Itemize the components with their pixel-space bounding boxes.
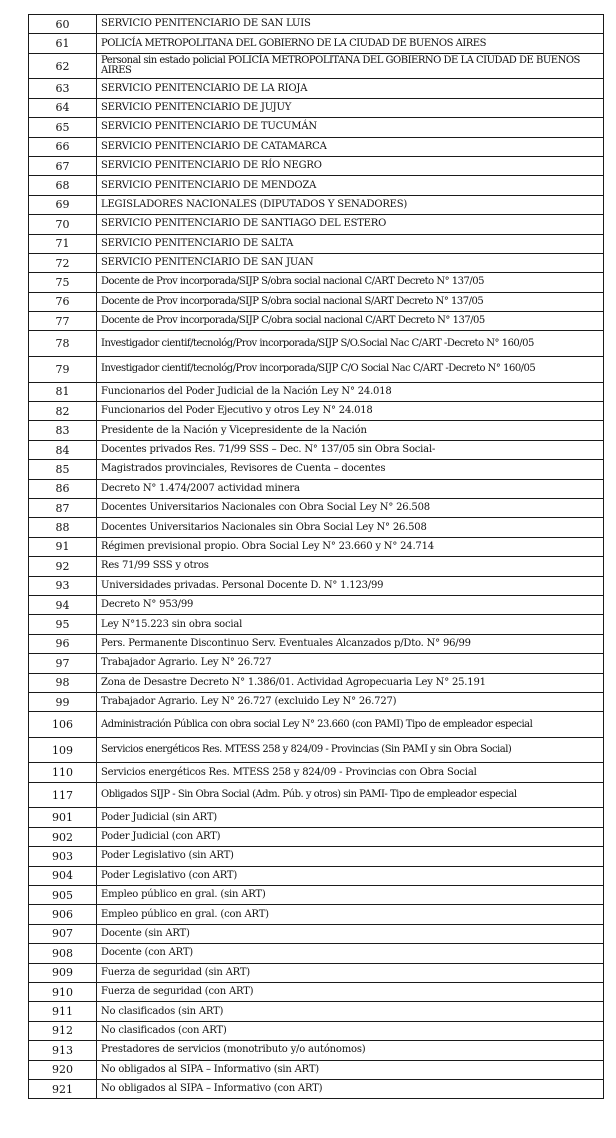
table-row <box>29 440 604 459</box>
regime-codes-table <box>28 14 604 1099</box>
regime-description-cell: Docente de Prov incorporada/SIJP C/obra social nacional C/ART Decreto N° 137/05 <box>97 312 604 331</box>
table-row <box>29 460 604 479</box>
regime-description-cell: Pers. Permanente Discontinuo Serv. Eventuales Alcanzados p/Dto. N° 96/99 <box>97 634 604 653</box>
regime-description-cell: Régimen previsional propio. Obra Social Ley N° 23.660 y N° 24.714 <box>97 537 604 556</box>
regime-code-cell: 921 <box>29 1079 97 1098</box>
regime-description-cell: SERVICIO PENITENCIARIO DE RÍO NEGRO <box>97 156 604 175</box>
table-row <box>29 118 604 137</box>
regime-description-cell: SERVICIO PENITENCIARIO DE CATAMARCA <box>97 137 604 156</box>
table-row <box>29 963 604 982</box>
table-row <box>29 253 604 272</box>
regime-code-cell: 85 <box>29 460 97 479</box>
table-row <box>29 847 604 866</box>
regime-description-cell: SERVICIO PENITENCIARIO DE LA RIOJA <box>97 79 604 98</box>
regime-code-cell: 68 <box>29 176 97 195</box>
regime-description-cell: Investigador cientif/tecnológ/Prov incorporada/SIJP S/O.Social Nac C/ART -Decreto N° 160/05 <box>97 331 604 357</box>
table-row <box>29 944 604 963</box>
regime-code-cell: 86 <box>29 479 97 498</box>
regime-code-cell: 70 <box>29 215 97 234</box>
table-row <box>29 215 604 234</box>
regime-code-cell: 91 <box>29 537 97 556</box>
table-row <box>29 615 604 634</box>
table-row <box>29 479 604 498</box>
table-row <box>29 692 604 711</box>
table-row <box>29 634 604 653</box>
regime-code-cell: 67 <box>29 156 97 175</box>
regime-code-cell: 94 <box>29 595 97 614</box>
table-row <box>29 924 604 943</box>
regime-code-cell: 93 <box>29 576 97 595</box>
regime-description-cell: Decreto N° 953/99 <box>97 595 604 614</box>
regime-description-cell: SERVICIO PENITENCIARIO DE TUCUMÁN <box>97 118 604 137</box>
table-row <box>29 234 604 253</box>
regime-code-cell: 117 <box>29 782 97 808</box>
regime-code-cell: 903 <box>29 847 97 866</box>
regime-code-cell: 907 <box>29 924 97 943</box>
table-row <box>29 312 604 331</box>
table-row <box>29 137 604 156</box>
regime-description-cell: Servicios energéticos Res. MTESS 258 y 824/09 - Provincias (Sin PAMI y sin Obra Social) <box>97 737 604 763</box>
regime-code-cell: 69 <box>29 195 97 214</box>
table-row <box>29 1002 604 1021</box>
table-row <box>29 982 604 1001</box>
regime-code-cell: 62 <box>29 53 97 79</box>
regime-description-cell: Personal sin estado policial POLICÍA METROPOLITANA DEL GOBIERNO DE LA CIUDAD DE BUENOS AIRES <box>97 53 604 79</box>
regime-description-cell: Obligados SIJP - Sin Obra Social (Adm. Púb. y otros) sin PAMI- Tipo de empleador especial <box>97 782 604 808</box>
regime-code-cell: 97 <box>29 654 97 673</box>
table-row <box>29 712 604 738</box>
regime-code-cell: 98 <box>29 673 97 692</box>
table-row <box>29 808 604 827</box>
regime-description-cell: SERVICIO PENITENCIARIO DE JUJUY <box>97 98 604 117</box>
regime-code-cell: 906 <box>29 905 97 924</box>
regime-description-cell: Decreto N° 1.474/2007 actividad minera <box>97 479 604 498</box>
regime-description-cell: Trabajador Agrario. Ley N° 26.727 <box>97 654 604 673</box>
table-row <box>29 537 604 556</box>
table-row <box>29 195 604 214</box>
regime-code-cell: 109 <box>29 737 97 763</box>
regime-description-cell: Funcionarios del Poder Judicial de la Nación Ley N° 24.018 <box>97 382 604 401</box>
table-row <box>29 79 604 98</box>
regime-code-cell: 64 <box>29 98 97 117</box>
regime-code-cell: 902 <box>29 827 97 846</box>
regime-code-cell: 76 <box>29 292 97 311</box>
regime-code-cell: 61 <box>29 34 97 53</box>
table-row <box>29 763 604 782</box>
table-row <box>29 518 604 537</box>
table-row <box>29 1079 604 1098</box>
table-row <box>29 1021 604 1040</box>
regime-code-cell: 910 <box>29 982 97 1001</box>
regime-description-cell: Ley N°15.223 sin obra social <box>97 615 604 634</box>
regime-description-cell: Docentes privados Res. 71/99 SSS – Dec. N° 137/05 sin Obra Social- <box>97 440 604 459</box>
regime-description-cell: Docente de Prov incorporada/SIJP S/obra social nacional C/ART Decreto N° 137/05 <box>97 273 604 292</box>
regime-code-cell: 75 <box>29 273 97 292</box>
regime-code-cell: 81 <box>29 382 97 401</box>
table-row <box>29 402 604 421</box>
table-row <box>29 98 604 117</box>
regime-code-cell: 84 <box>29 440 97 459</box>
regime-description-cell: Poder Legislativo (sin ART) <box>97 847 604 866</box>
regime-code-cell: 904 <box>29 866 97 885</box>
table-row <box>29 176 604 195</box>
regime-description-cell: Trabajador Agrario. Ley N° 26.727 (excluido Ley N° 26.727) <box>97 692 604 711</box>
table-row <box>29 782 604 808</box>
regime-description-cell: No clasificados (con ART) <box>97 1021 604 1040</box>
table-row <box>29 34 604 53</box>
regime-code-cell: 908 <box>29 944 97 963</box>
regime-description-cell: SERVICIO PENITENCIARIO DE MENDOZA <box>97 176 604 195</box>
regime-description-cell: Empleo público en gral. (sin ART) <box>97 886 604 905</box>
regime-description-cell: Docente (sin ART) <box>97 924 604 943</box>
regime-description-cell: Servicios energéticos Res. MTESS 258 y 824/09 - Provincias con Obra Social <box>97 763 604 782</box>
regime-code-cell: 88 <box>29 518 97 537</box>
regime-code-cell: 71 <box>29 234 97 253</box>
regime-code-cell: 905 <box>29 886 97 905</box>
regime-description-cell: Poder Legislativo (con ART) <box>97 866 604 885</box>
table-row <box>29 654 604 673</box>
table-row <box>29 737 604 763</box>
regime-code-cell: 87 <box>29 498 97 517</box>
table-row <box>29 357 604 383</box>
regime-code-cell: 66 <box>29 137 97 156</box>
regime-description-cell: SERVICIO PENITENCIARIO DE SANTIAGO DEL ESTERO <box>97 215 604 234</box>
table-row <box>29 673 604 692</box>
table-row <box>29 595 604 614</box>
regime-description-cell: No obligados al SIPA – Informativo (sin ART) <box>97 1060 604 1079</box>
table-row <box>29 292 604 311</box>
regime-code-cell: 913 <box>29 1041 97 1060</box>
regime-code-cell: 106 <box>29 712 97 738</box>
table-row <box>29 576 604 595</box>
table-row <box>29 498 604 517</box>
regime-description-cell: Investigador cientif/tecnológ/Prov incorporada/SIJP C/O Social Nac C/ART -Decreto N° 160/05 <box>97 357 604 383</box>
table-row <box>29 886 604 905</box>
regime-description-cell: Zona de Desastre Decreto N° 1.386/01. Actividad Agropecuaria Ley N° 25.191 <box>97 673 604 692</box>
regime-code-cell: 911 <box>29 1002 97 1021</box>
regime-code-cell: 78 <box>29 331 97 357</box>
regime-code-cell: 63 <box>29 79 97 98</box>
regime-code-cell: 65 <box>29 118 97 137</box>
regime-description-cell: Administración Pública con obra social Ley N° 23.660 (con PAMI) Tipo de empleador especial <box>97 712 604 738</box>
regime-description-cell: Funcionarios del Poder Ejecutivo y otros Ley N° 24.018 <box>97 402 604 421</box>
regime-code-cell: 77 <box>29 312 97 331</box>
regime-description-cell: Empleo público en gral. (con ART) <box>97 905 604 924</box>
regime-code-cell: 95 <box>29 615 97 634</box>
regime-description-cell: SERVICIO PENITENCIARIO DE SAN LUIS <box>97 15 604 34</box>
regime-description-cell: No clasificados (sin ART) <box>97 1002 604 1021</box>
regime-description-cell: LEGISLADORES NACIONALES (DIPUTADOS Y SENADORES) <box>97 195 604 214</box>
table-row <box>29 331 604 357</box>
regime-description-cell: Res 71/99 SSS y otros <box>97 557 604 576</box>
table-row <box>29 1060 604 1079</box>
table-row <box>29 905 604 924</box>
regime-description-cell: Presidente de la Nación y Vicepresidente de la Nación <box>97 421 604 440</box>
regime-description-cell: Prestadores de servicios (monotributo y/o autónomos) <box>97 1041 604 1060</box>
regime-code-cell: 901 <box>29 808 97 827</box>
regime-description-cell: Fuerza de seguridad (sin ART) <box>97 963 604 982</box>
regime-code-cell: 79 <box>29 357 97 383</box>
regime-description-cell: Poder Judicial (sin ART) <box>97 808 604 827</box>
regime-code-cell: 99 <box>29 692 97 711</box>
regime-description-cell: Docente de Prov incorporada/SIJP S/obra social nacional S/ART Decreto N° 137/05 <box>97 292 604 311</box>
table-row <box>29 382 604 401</box>
table-row <box>29 557 604 576</box>
table-row <box>29 421 604 440</box>
table-row <box>29 53 604 79</box>
table-row <box>29 827 604 846</box>
table-row <box>29 156 604 175</box>
regime-code-cell: 912 <box>29 1021 97 1040</box>
regime-description-cell: Poder Judicial (con ART) <box>97 827 604 846</box>
regime-description-cell: SERVICIO PENITENCIARIO DE SALTA <box>97 234 604 253</box>
table-row <box>29 866 604 885</box>
regime-code-cell: 82 <box>29 402 97 421</box>
regime-description-cell: Magistrados provinciales, Revisores de Cuenta – docentes <box>97 460 604 479</box>
regime-code-cell: 83 <box>29 421 97 440</box>
regime-code-cell: 96 <box>29 634 97 653</box>
regime-code-cell: 60 <box>29 15 97 34</box>
regime-code-cell: 92 <box>29 557 97 576</box>
regime-code-cell: 72 <box>29 253 97 272</box>
regime-description-cell: Docente (con ART) <box>97 944 604 963</box>
regime-description-cell: No obligados al SIPA – Informativo (con ART) <box>97 1079 604 1098</box>
table-row <box>29 15 604 34</box>
regime-code-cell: 920 <box>29 1060 97 1079</box>
regime-code-cell: 110 <box>29 763 97 782</box>
regime-description-cell: SERVICIO PENITENCIARIO DE SAN JUAN <box>97 253 604 272</box>
regime-description-cell: Universidades privadas. Personal Docente D. N° 1.123/99 <box>97 576 604 595</box>
regime-description-cell: POLICÍA METROPOLITANA DEL GOBIERNO DE LA CIUDAD DE BUENOS AIRES <box>97 34 604 53</box>
regime-description-cell: Docentes Universitarios Nacionales sin Obra Social Ley N° 26.508 <box>97 518 604 537</box>
table-row <box>29 1041 604 1060</box>
regime-description-cell: Fuerza de seguridad (con ART) <box>97 982 604 1001</box>
regime-code-cell: 909 <box>29 963 97 982</box>
regime-description-cell: Docentes Universitarios Nacionales con Obra Social Ley N° 26.508 <box>97 498 604 517</box>
regime-table-page <box>28 14 604 1099</box>
regime-table-body <box>29 15 604 1099</box>
table-row <box>29 273 604 292</box>
